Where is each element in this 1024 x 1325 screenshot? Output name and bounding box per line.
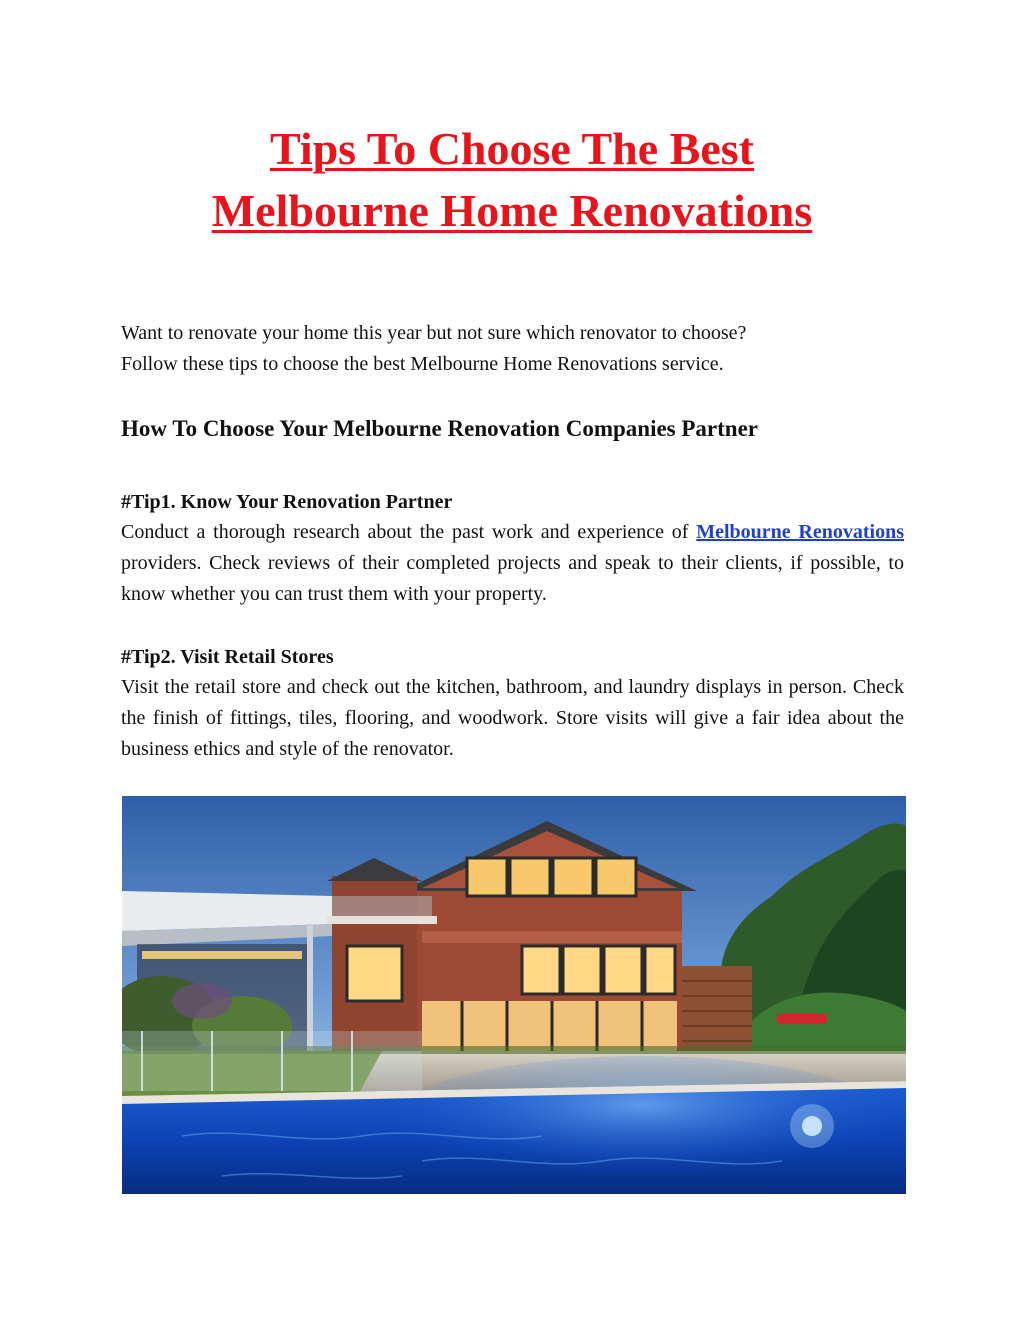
intro-paragraph	[121, 318, 911, 380]
page-title	[0, 118, 1024, 242]
section-heading: How To Choose Your Melbourne Renovation Companies Partner	[121, 416, 758, 441]
intro-line-2: Follow these tips to choose the best Melbourne Home Renovations service.	[121, 353, 724, 375]
tip-1-heading: #Tip1. Know Your Renovation Partner	[121, 491, 453, 513]
tip-2-heading: #Tip2. Visit Retail Stores	[121, 646, 334, 668]
intro-line-1: Want to renovate your home this year but not sure which renovator to choose?	[121, 322, 747, 344]
title-line-2: Melbourne Home Renovations	[211, 185, 813, 236]
tip-2-body: Visit the retail store and check out the kitchen, bathroom, and laundry displays in person. Check the finish of fittings, tiles, flooring, and woodwork. Store visits will give a fair idea about the business ethics and style of the renovator.	[121, 676, 904, 760]
tip-1-text-before-link: Conduct a thorough research about the past work and experience of	[121, 521, 697, 543]
tip-1-body	[121, 517, 904, 610]
title-line-1: Tips To Choose The Best	[269, 123, 755, 174]
house-pool-illustration	[122, 796, 906, 1194]
house-pool-photo	[122, 796, 906, 1194]
tip-1-text-after-link: providers. Check reviews of their completed projects and speak to their clients, if possible, to know whether you can trust them with your property.	[121, 552, 904, 605]
melbourne-renovations-link[interactable]: Melbourne Renovations	[696, 521, 904, 543]
